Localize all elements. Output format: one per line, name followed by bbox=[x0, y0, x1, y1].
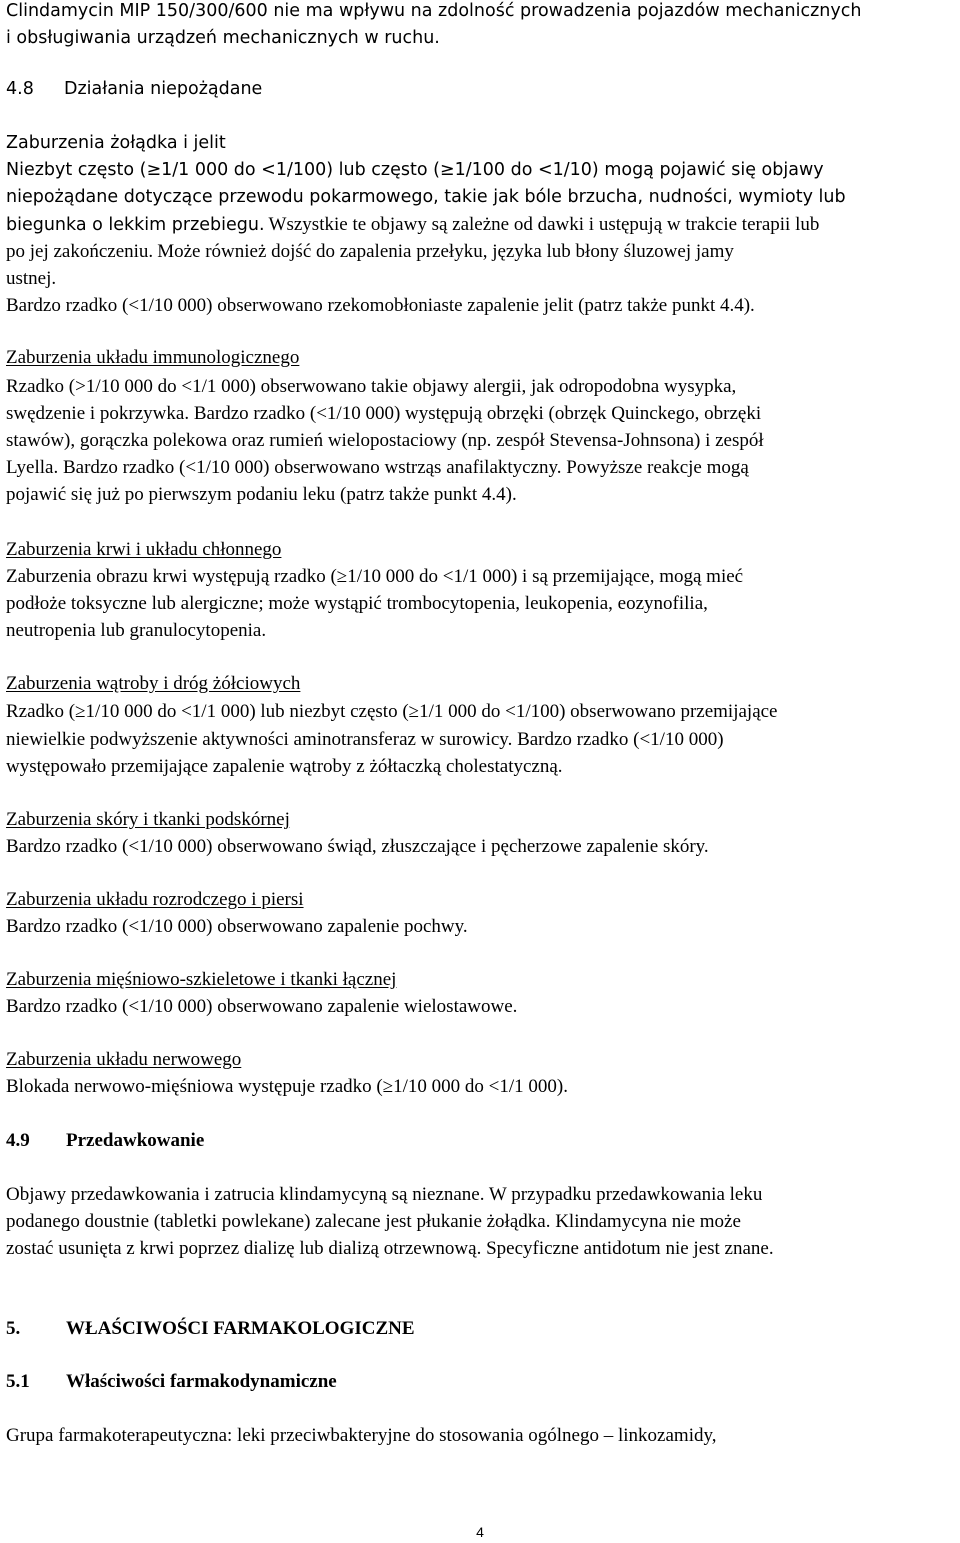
immune-line: swędzenie i pokrzywka. Bardzo rzadko (<1/10 000) występują obrzęki (obrzęk Quinckego, obrzęki bbox=[6, 403, 762, 424]
gi-line: Wszystkie te objawy są zależne od dawki i ustępują w trakcie terapii lub bbox=[268, 214, 820, 235]
driving-line-1: Clindamycin MIP 150/300/600 nie ma wpływu na zdolność prowadzenia pojazdów mechanicznych bbox=[6, 1, 862, 21]
blood-heading: Zaburzenia krwi i układu chłonnego bbox=[6, 539, 282, 560]
gi-line: ustnej. bbox=[6, 268, 57, 289]
reproductive-line: Bardzo rzadko (<1/10 000) obserwowano zapalenie pochwy. bbox=[6, 916, 468, 937]
gi-line: niepożądane dotyczące przewodu pokarmowego, takie jak bóle brzucha, nudności, wymioty lub bbox=[6, 187, 846, 207]
pharmacotherapeutic-group-line: Grupa farmakoterapeutyczna: leki przeciwbakteryjne do stosowania ogólnego – linkozamidy, bbox=[6, 1425, 717, 1446]
nervous-heading: Zaburzenia układu nerwowego bbox=[6, 1049, 242, 1070]
immune-heading: Zaburzenia układu immunologicznego bbox=[6, 347, 300, 368]
section-4-8-title: Działania niepożądane bbox=[64, 79, 263, 99]
immune-line: Rzadko (>1/10 000 do <1/1 000) obserwowano takie objawy alergii, jak odropodobna wysypka, bbox=[6, 376, 737, 397]
liver-line: niewielkie podwyższenie aktywności aminotransferaz w surowicy. Bardzo rzadko (<1/10 000) bbox=[6, 729, 724, 750]
immune-line: Lyella. Bardzo rzadko (<1/10 000) obserwowano wstrząs anafilaktyczny. Powyższe reakcje mogą bbox=[6, 457, 749, 478]
gi-line-combined bbox=[6, 238, 734, 265]
section-4-8-number: 4.8 bbox=[6, 79, 34, 99]
page-number: 4 bbox=[476, 1524, 484, 1540]
section-4-9-number: 4.9 bbox=[6, 1130, 30, 1151]
skin-line: Bardzo rzadko (<1/10 000) obserwowano świąd, złuszczające i pęcherzowe zapalenie skóry. bbox=[6, 836, 709, 857]
gi-line-combined bbox=[6, 211, 819, 239]
section-5-1-title: Właściwości farmakodynamiczne bbox=[66, 1371, 337, 1392]
liver-line: występowało przemijające zapalenie wątroby z żółtaczką cholestatyczną. bbox=[6, 756, 563, 777]
driving-line-2: i obsługiwania urządzeń mechanicznych w ruchu. bbox=[6, 28, 440, 48]
reproductive-heading: Zaburzenia układu rozrodczego i piersi bbox=[6, 889, 304, 910]
section-4-8-heading bbox=[6, 76, 262, 103]
musculoskeletal-heading: Zaburzenia mięśniowo-szkieletowe i tkanki łącznej bbox=[6, 969, 397, 990]
liver-line: Rzadko (≥1/10 000 do <1/1 000) lub niezbyt często (≥1/1 000 do <1/100) obserwowano przemijające bbox=[6, 701, 778, 722]
section-5-heading bbox=[6, 1315, 415, 1342]
blood-line: Zaburzenia obrazu krwi występują rzadko (≥1/10 000 do <1/1 000) i są przemijające, mogą mieć bbox=[6, 566, 744, 587]
section-5-number: 5. bbox=[6, 1318, 21, 1339]
liver-heading: Zaburzenia wątroby i dróg żółciowych bbox=[6, 673, 301, 694]
gi-heading: Zaburzenia żołądka i jelit bbox=[6, 133, 226, 153]
gi-line: biegunka o lekkim przebiegu. bbox=[6, 215, 265, 235]
immune-line: stawów), gorączka polekowa oraz rumień wielopostaciowy (np. zespół Stevensa-Johnsona) i zespół bbox=[6, 430, 764, 451]
section-5-1-number: 5.1 bbox=[6, 1371, 30, 1392]
overdose-line: zostać usunięta z krwi poprzez dializę lub dializą otrzewnową. Specyficzne antidotum nie jest znane. bbox=[6, 1238, 774, 1259]
skin-heading: Zaburzenia skóry i tkanki podskórnej bbox=[6, 809, 290, 830]
section-5-title: WŁAŚCIWOŚCI FARMAKOLOGICZNE bbox=[66, 1318, 415, 1339]
gi-line: Niezbyt często (≥1/1 000 do <1/100) lub często (≥1/100 do <1/10) mogą pojawić się objawy bbox=[6, 160, 824, 180]
musculoskeletal-line: Bardzo rzadko (<1/10 000) obserwowano zapalenie wielostawowe. bbox=[6, 996, 518, 1017]
gi-line: Bardzo rzadko (<1/10 000) obserwowano rzekomobłoniaste zapalenie jelit (patrz także punkt 4.4). bbox=[6, 295, 755, 316]
section-4-9-heading bbox=[6, 1127, 204, 1154]
overdose-line: podanego doustnie (tabletki powlekane) zalecane jest płukanie żołądka. Klindamycyna nie może bbox=[6, 1211, 741, 1232]
blood-line: podłoże toksyczne lub alergiczne; może wystąpić trombocytopenia, leukopenia, eozynofilia, bbox=[6, 593, 708, 614]
nervous-line: Blokada nerwowo-mięśniowa występuje rzadko (≥1/10 000 do <1/1 000). bbox=[6, 1076, 569, 1097]
immune-line: pojawić się już po pierwszym podaniu leku (patrz także punkt 4.4). bbox=[6, 484, 517, 505]
gi-line: po jej zakończeniu. bbox=[6, 241, 154, 262]
blood-line: neutropenia lub granulocytopenia. bbox=[6, 620, 267, 641]
section-5-1-heading bbox=[6, 1368, 337, 1395]
overdose-line: Objawy przedawkowania i zatrucia klindamycyną są nieznane. W przypadku przedawkowania leku bbox=[6, 1184, 763, 1205]
gi-line: Może również dojść do zapalenia przełyku, języka lub błony śluzowej jamy bbox=[157, 241, 734, 262]
section-4-9-title: Przedawkowanie bbox=[66, 1130, 205, 1151]
